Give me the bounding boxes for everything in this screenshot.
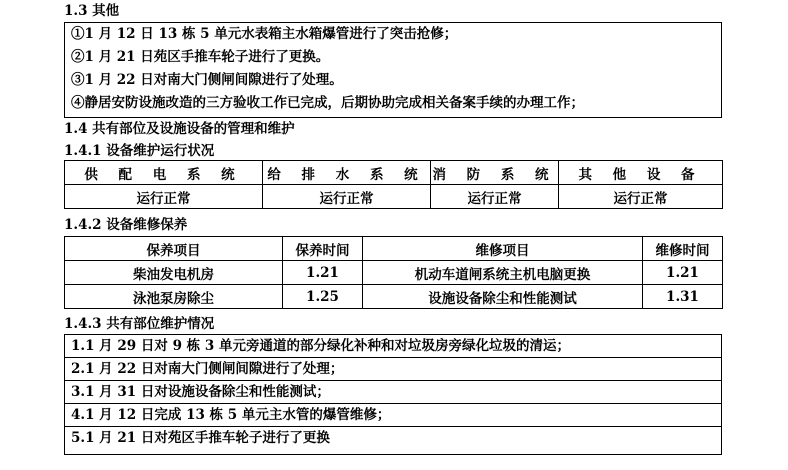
list-item: ②1 月 21 日苑区手推车轮子进行了更换。 — [71, 49, 330, 65]
list-item: 5.1 月 21 日对苑区手推车轮子进行了更换 — [65, 426, 721, 449]
table-cell: 运行正常 — [431, 185, 559, 209]
table-header-cell: 保养项目 — [65, 237, 283, 261]
table-cell: 设施设备除尘和性能测试 — [363, 285, 643, 309]
table-header-cell: 维修时间 — [643, 237, 723, 261]
section-1-4-3-title: 1.4.3 共有部位维护情况 — [64, 316, 215, 332]
table-cell: 运行正常 — [65, 185, 263, 209]
table-cell: 1.31 — [643, 285, 723, 309]
table-header-cell: 供 配 电 系 统 — [65, 161, 263, 185]
table-header-cell: 保养时间 — [283, 237, 363, 261]
section-1-4-1-title: 1.4.1 设备维护运行状况 — [64, 143, 215, 159]
table-cell: 运行正常 — [559, 185, 723, 209]
table-header-cell: 维修项目 — [363, 237, 643, 261]
table-cell: 机动车道闸系统主机电脑更换 — [363, 261, 643, 285]
section-1-3-list — [64, 22, 722, 118]
table-header-row — [65, 161, 723, 185]
table-row — [65, 285, 723, 309]
section-1-4-3-list — [64, 334, 722, 455]
maintenance-table — [64, 236, 723, 309]
list-item: 3.1 月 31 日对设施设备除尘和性能测试； — [65, 380, 721, 403]
table-row — [65, 185, 723, 209]
list-item: 4.1 月 12 日完成 13 栋 5 单元主水管的爆管维修； — [65, 403, 721, 426]
table-header-row — [65, 237, 723, 261]
table-cell: 运行正常 — [263, 185, 431, 209]
equipment-status-table — [64, 160, 723, 209]
table-header-cell: 消 防 系 统 — [431, 161, 559, 185]
list-item: ④静居安防设施改造的三方验收工作已完成，后期协助完成相关备案手续的办理工作； — [71, 95, 584, 111]
table-cell: 泳池泵房除尘 — [65, 285, 283, 309]
table-header-cell: 给 排 水 系 统 — [263, 161, 431, 185]
section-1-4-2-title: 1.4.2 设备维修保养 — [64, 217, 188, 233]
list-item: ③1 月 22 日对南大门侧闸间隙进行了处理。 — [71, 72, 343, 88]
table-row — [65, 261, 723, 285]
list-item: 1.1 月 29 日对 9 栋 3 单元旁通道的部分绿化补种和对垃圾房旁绿化垃圾的清运； — [71, 338, 570, 354]
section-1-4-title: 1.4 共有部位及设施设备的管理和维护 — [64, 121, 295, 137]
table-cell: 1.21 — [283, 261, 363, 285]
list-item: 2.1 月 22 日对南大门侧闸间隙进行了处理； — [65, 357, 721, 380]
table-header-cell: 其 他 设 备 — [559, 161, 723, 185]
table-cell: 柴油发电机房 — [65, 261, 283, 285]
list-item: ①1 月 12 日 13 栋 5 单元水表箱主水箱爆管进行了突击抢修； — [71, 26, 458, 42]
table-cell: 1.25 — [283, 285, 363, 309]
section-1-3-title: 1.3 其他 — [64, 3, 120, 19]
table-cell: 1.21 — [643, 261, 723, 285]
